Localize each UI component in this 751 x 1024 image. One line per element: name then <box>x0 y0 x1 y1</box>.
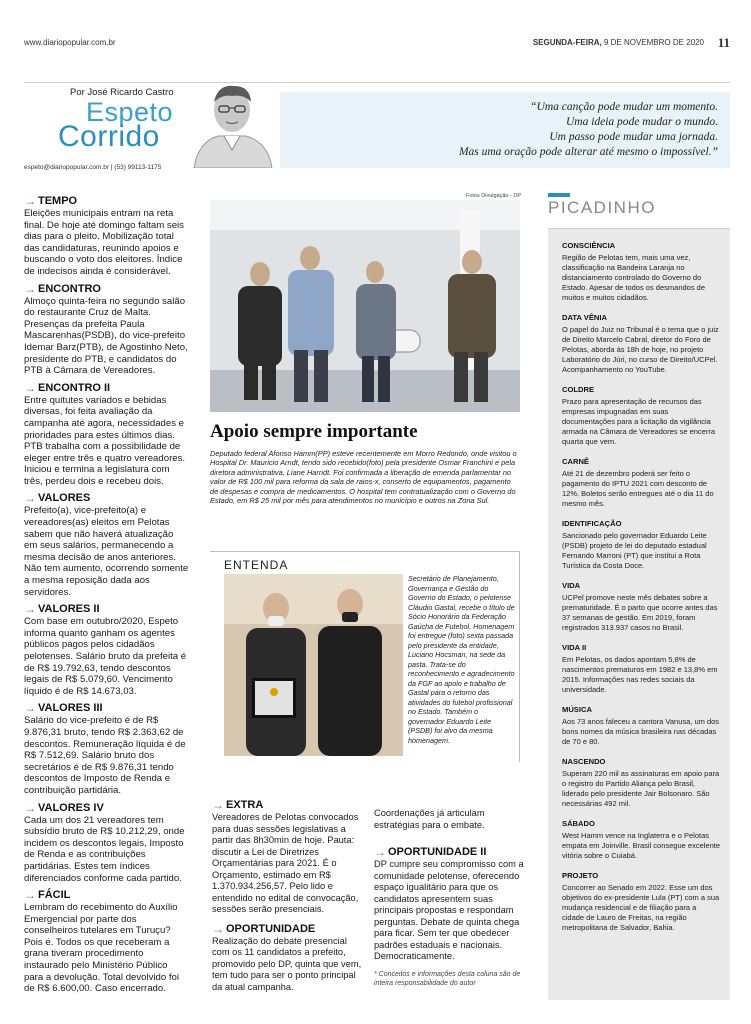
column-lead: Coordenações já articulam estratégias para o embate. <box>374 808 485 830</box>
columnist-portrait <box>184 72 280 168</box>
column-brand-line2: Corrido <box>58 120 160 153</box>
entenda-title: ENTENDA <box>224 558 289 572</box>
picadinho-item-title: CARNÊ <box>562 457 590 466</box>
note-title <box>24 888 189 902</box>
site-url[interactable]: www.diariopopular.com.br <box>24 38 116 47</box>
picadinho-item <box>562 457 720 509</box>
picadinho-item <box>562 819 720 861</box>
picadinho-accent-bar <box>548 193 570 197</box>
note-title-text: VALORES II <box>38 603 100 616</box>
picadinho-item <box>562 871 720 933</box>
picadinho-item-title: DATA VÊNIA <box>562 313 607 322</box>
note-section <box>212 798 362 916</box>
arrow-right-icon: → <box>212 921 224 936</box>
picadinho-item <box>562 581 720 633</box>
arrow-right-icon: → <box>24 701 36 716</box>
note-title-text: VALORES IV <box>38 801 104 814</box>
left-column <box>24 194 189 999</box>
note-body: Com base em outubro/2020, Espeto informa quanto ganham os agentes públicos pagos pelos cidadãos pelotenses. Salário bruto da prefeita é de R$ 19.792,63, tendo descontos legais de R$ 5.079,60. Vencimento líquido é de R$ 14.673,03. <box>24 616 187 697</box>
note-section <box>24 491 189 598</box>
note-section <box>24 381 189 488</box>
note-body: DP cumpre seu compromisso com a comunidade pelotense, oferecendo espaço igualitário para que os candidatos apresentem suas principais propostas e respondam perguntas. Debate de quinta chega para ficar. Sem ter que obedecer padrões estaduais e nacionais. Democraticamente. <box>374 859 524 961</box>
note-title <box>24 194 189 208</box>
note-title <box>24 381 189 395</box>
note-title <box>24 602 189 616</box>
picadinho-item <box>562 705 720 747</box>
note-body: Vereadores de Pelotas convocados para duas sessões legislativas a partir das 8h30min de hoje. Pauta: discutir a Lei de Diretrizes Orçamentárias para 2021. É o Orçamento, estimado em R$ 1.370.934.256,57. Pelo lido e entendido no edital de convocação, sessões serão presenciais. <box>212 812 359 914</box>
picadinho-item <box>562 313 720 375</box>
note-section <box>24 602 189 697</box>
note-title <box>212 922 362 936</box>
note-body: Realização do debate presencial com os 11 candidatos a prefeito, promovido pelo DP, quinta que vem, tem tudo para ser o ponto principal da atual campanha. <box>212 935 362 992</box>
arrow-right-icon: → <box>24 800 36 815</box>
bottom-column-1 <box>212 798 362 997</box>
picadinho-item-title: VIDA II <box>562 643 587 652</box>
quote-line: Uma ideia pode mudar o mundo. <box>565 116 718 128</box>
arrow-right-icon: → <box>212 798 224 812</box>
note-section <box>24 888 189 995</box>
entenda-text: Secretário de Planejamento, Governança e Gestão do Governo do Estado, o pelotense Cláudio Gastal, recebe o título de Sócio Honorário da Federação Gaúcha de Futebol. Homenagem foi entregue (foto) sexta passada pelo presidente da entidade, Luciano Hocsman, na sede da pasta. Trata-se do reconhecimento e agradecimento da FGF ao apoio e trabalho de Gastal para o retorno das atividades do futebol profissional no Estado. Também o governador Eduardo Leite (PSDB) foi alvo da mesma homenagem. <box>408 574 515 745</box>
picadinho-title: PICADINHO <box>548 198 656 217</box>
picadinho-item <box>562 519 720 571</box>
hospital-visit-photo <box>210 200 520 412</box>
picadinho-item-body: West Hamm vence na Inglaterra e o Pelotas empata em Joinville. Brasil consegue excelente vitória sobre o Cuiabá. <box>562 831 721 860</box>
picadinho-item-body: Prazo para apresentação de recursos das empresas impugnadas em suas documentações para a licitação da vigilância armada na Câmara de Vereadores se encerra quarta que vem. <box>562 397 716 446</box>
picadinho-item <box>562 241 720 303</box>
picadinho-item-body: O papel do Juiz no Tribunal é o tema que o juiz de Direito Marcelo Cabral, diretor do Foro de Pelotas, aborda às 18h de hoje, no projeto Laboratório do Júri, no curso de Direito/UCPel. Acompanhamento no YouTube. <box>562 325 719 374</box>
note-title-text: TEMPO <box>38 195 78 207</box>
picadinho-item-title: VIDA <box>562 581 581 590</box>
note-title <box>212 798 362 812</box>
epigraph-quote <box>459 100 718 160</box>
note-section <box>212 922 362 994</box>
note-section <box>24 801 189 885</box>
page-number: 11 <box>717 35 730 50</box>
picadinho-item-body: Aos 73 anos faleceu a cantora Vanusa, um dos bons nomes da música brasileira nas décadas de 70 e 80. <box>562 717 720 746</box>
arrow-right-icon: → <box>24 602 36 617</box>
note-section <box>24 194 189 278</box>
note-title-text: ENCONTRO II <box>38 381 111 394</box>
picadinho-item-body: UCPel promove neste mês debates sobre a prematuridade. É o parto que ocorre antes das 37 semanas de gestão. Em 2019, foram registrados 313.937 casos no Brasil. <box>562 593 718 632</box>
note-section <box>24 701 189 796</box>
edition-weekday: SEGUNDA-FEIRA, <box>532 38 602 47</box>
note-body: Entre quitutes variados e bebidas diversas, foi feita avaliação da campanha até agora, necessidades e prioridades para estes últimos dias. PTB trabalha com a possibilidade de eleger entre três e quatro vereadores. Iniciou e termina a legislatura com três, perdeu dois e recebeu dois. <box>24 394 186 487</box>
header-divider <box>24 82 730 83</box>
note-body: Prefeito(a), vice-prefeito(a) e vereadores(as) eleitos em Pelotas sabem que não haverá atualização em seus salários, permanecendo a mesma decisão de anos anteriores. Não tem aumento, ocorrendo somente a mesma reposição dada aos servidores. <box>24 505 189 598</box>
picadinho-item-body: Concorrer ao Senado em 2022. Esse um dos objetivos do ex-presidente Lula (PT) com a sua mudança residencial e de filiação para a cidade de Lauro de Freitas, na região metropolitana de Salvador, Bahia. <box>562 883 720 932</box>
picadinho-item-body: Superam 220 mil as assinaturas em apoio para o registro do Partido Aliança pelo Brasil, liderado pelo presidente Jair Bolsonaro. São necessárias 492 mil. <box>562 769 720 808</box>
note-title <box>24 701 189 715</box>
note-title <box>24 491 189 505</box>
column-byline: Por José Ricardo Castro <box>70 87 174 98</box>
note-section <box>374 845 524 963</box>
quote-line: Mas uma oração pode alterar até mesmo o impossível.” <box>458 146 718 158</box>
note-title-text: OPORTUNIDADE <box>226 922 316 935</box>
edition-date-text: 9 DE NOVEMBRO DE 2020 <box>603 38 704 47</box>
picadinho-item <box>562 385 720 447</box>
note-title-text: ENCONTRO <box>38 282 101 295</box>
arrow-right-icon: → <box>24 888 36 903</box>
note-body: Cada um dos 21 vereadores tem subsídio bruto de R$ 10.212,29, onde incidem os descontos legais, Imposto de Renda e as contribuições partidárias. Estes tem índices diferenciados conforme cada partido. <box>24 814 185 884</box>
picadinho-item-title: COLDRE <box>562 385 595 394</box>
honorary-award-photo <box>224 574 403 756</box>
story-caption: Deputado federal Afonso Hamm(PP) esteve recentemente em Morro Redondo, onde visitou o Hospital Dr. Mauricio Arndt, tendo sido recebido(foto) pela presidente Osmar Franchini e pela diretora administrativa, Liane Harndt. Foi confirmada a liberação de emenda parlamentar no valor de R$ 100 mil para reforma da sala de raios-x, conserto de equipamentos, pagamento de despesas e compra de medicamentos. O hospital tem contratualização com o Governo do Estado, em R$ 25 mil por mês para atendimentos no município e outros na Zona Sul. <box>210 449 517 506</box>
picadinho-item-title: CONSCIÊNCIA <box>562 241 616 250</box>
note-body: Lembram do recebimento do Auxílio Emergencial por parte dos conselheiros tutelares em Turuçu? Pois é. Todos os que receberam a grana tiveram procedimento instaurado pelo Ministério Público para a devolução. Total devolvido foi de R$ 6.600,00. Caso encerrado. <box>24 902 180 995</box>
note-title-text: VALORES III <box>38 702 103 715</box>
story-headline: Apoio sempre importante <box>210 421 418 442</box>
note-section <box>24 282 189 377</box>
picadinho-box <box>548 228 730 1000</box>
page-topbar <box>24 35 730 52</box>
note-title-text: FÁCIL <box>38 889 71 902</box>
picadinho-item <box>562 757 720 809</box>
picadinho-item-title: IDENTIFICAÇÃO <box>562 519 622 528</box>
column-brand-line1: Espeto <box>86 97 174 127</box>
picadinho-item <box>562 643 720 695</box>
arrow-right-icon: → <box>24 194 36 208</box>
arrow-right-icon: → <box>374 845 386 859</box>
picadinho-item-body: Região de Pelotas tem, mais uma vez, classificação na Bandeira Laranja no distanciamento controlado do Governo do Estado. Apesar de todos os desmandos de muitos e muitos cidadãos. <box>562 253 706 302</box>
picadinho-item-title: MÚSICA <box>562 705 592 714</box>
picadinho-item-body: Até 21 de dezembro poderá ser feito o pagamento do IPTU 2021 com desconto de 12%. Boletos serão entregues até o dia 11 do mesmo mês. <box>562 469 714 508</box>
note-body: Eleições municipais entram na reta final. De hoje até domingo faltam seis dias para o pleito. Mobilização total das candidaturas, reunindo apoios e buscando o voto dos eleitores. Índice de indecisos ainda é considerável. <box>24 208 184 277</box>
quote-box <box>270 92 730 168</box>
entenda-box <box>210 551 520 762</box>
column-disclaimer: * Conceitos e informações desta coluna são de inteira responsabilidade do autor <box>374 971 521 987</box>
edition-date <box>533 38 704 47</box>
note-title <box>24 801 189 815</box>
picadinho-item-title: SÁBADO <box>562 819 595 828</box>
picadinho-item-title: PROJETO <box>562 871 599 880</box>
arrow-right-icon: → <box>24 380 36 395</box>
quote-line: Um passo pode mudar uma jornada. <box>549 131 718 143</box>
note-title-text: OPORTUNIDADE II <box>388 846 487 858</box>
note-title <box>24 282 189 296</box>
quote-line: “Uma canção pode mudar um momento. <box>530 101 718 113</box>
note-title-text: VALORES <box>38 492 91 505</box>
column-contact: espeto@diariopopular.com.br | (53) 99113-1175 <box>24 164 162 171</box>
note-body: Salário do vice-prefeito é de R$ 9.876,31 bruto, tendo R$ 2.363,62 de descontos. Remuneração líquida é de R$ 7.512,69. Salário bruto dos secretários é de R$ 9.876,31 tendo descontos de Imposto de Renda e contribuição partidária. <box>24 715 186 796</box>
note-title <box>374 845 524 859</box>
note-body: Almoço quinta-feira no segundo salão do restaurante Cruz de Malta. Presenças da prefeita Paula Mascarenhas(PSDB), do vice-prefeito Idemar Barz(PTB), de Agostinho Neto, presidente do PTB, e candidatos do PTB à Câmara de Vereadores. <box>24 295 188 377</box>
picadinho-item-body: Sancionado pelo governador Eduardo Leite (PSDB) projeto de lei do deputado estadual Fernando Marroni (PT) que institui a Rota Turística da Costa Doce. <box>562 531 707 570</box>
picadinho-item-body: Em Pelotas, os dados apontam 5,8% de nascimentos prematuros em 1982 e 13,8% em 2015. Informações nas redes sociais da universidade. <box>562 655 718 694</box>
arrow-right-icon: → <box>24 491 36 506</box>
photo-credit: Fotos Divulgação - DP <box>466 193 522 199</box>
arrow-right-icon: → <box>24 281 36 296</box>
picadinho-item-title: NASCENDO <box>562 757 606 766</box>
bottom-column-2 <box>374 808 524 967</box>
note-title-text: EXTRA <box>226 799 264 811</box>
